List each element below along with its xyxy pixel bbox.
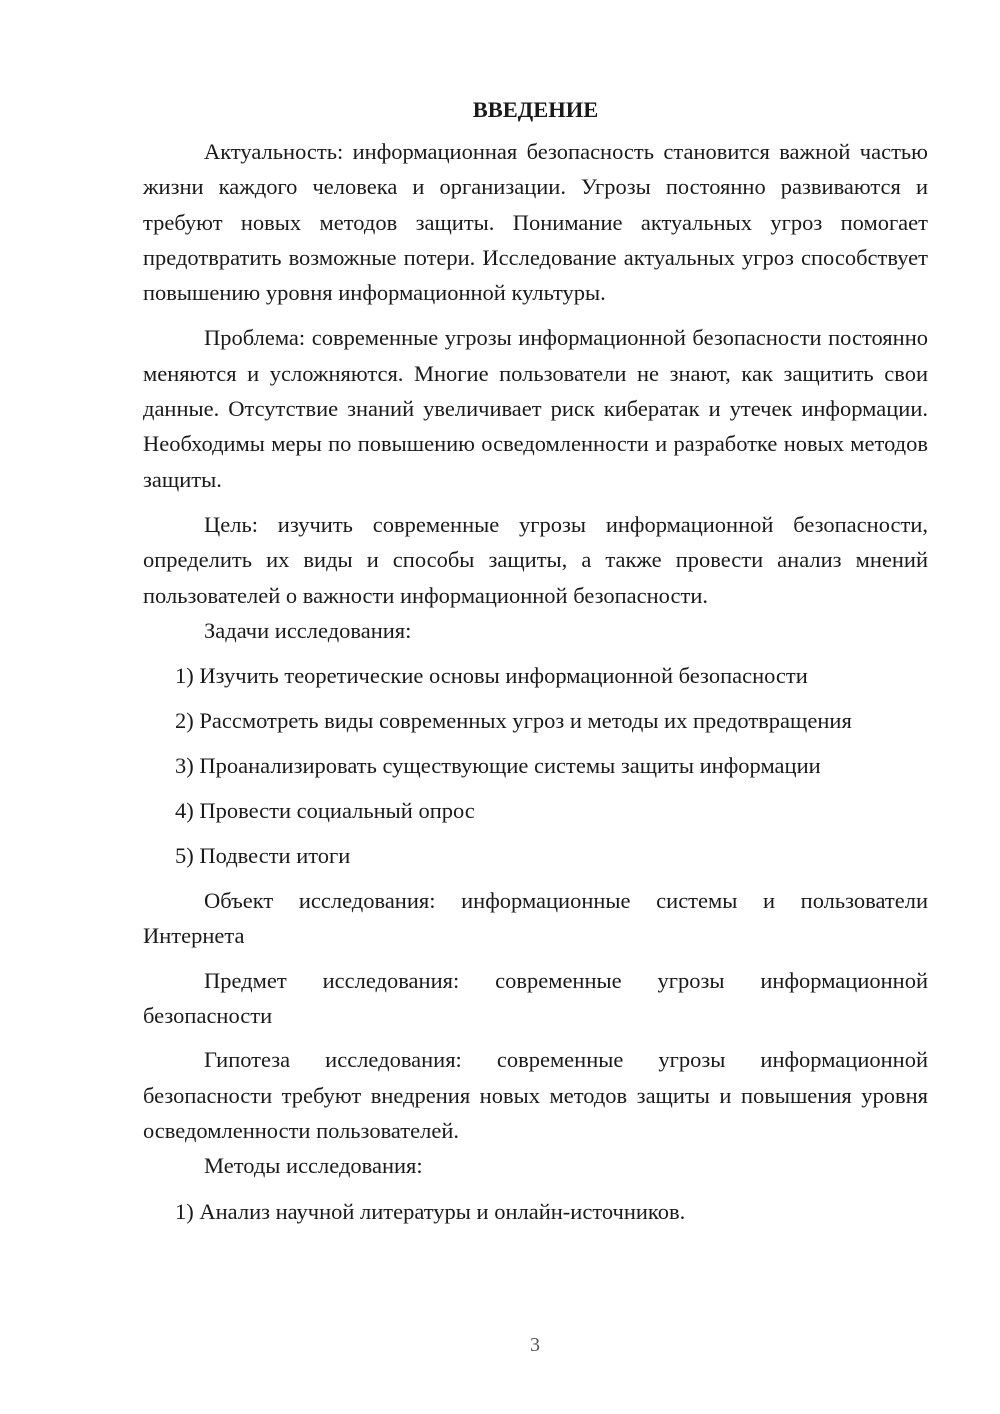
hypothesis-paragraph: Гипотеза исследования: современные угрозы информационной безопасности требуют внедрения новых методов защиты и повышения уровня осведомленности пользователей. bbox=[143, 1047, 928, 1143]
methods-list bbox=[143, 1194, 928, 1229]
problem-paragraph: Проблема: современные угрозы информационной безопасности постоянно меняются и усложняются. Многие пользователи не знают, как защитить свои данные. Отсутствие знаний увеличивает риск кибератак и утечек информации. Необходимы меры по повышению осведомленности и разработке новых методов защиты. bbox=[143, 325, 928, 492]
goal-paragraph: Цель: изучить современные угрозы информационной безопасности, определить их виды и способы защиты, а также провести анализ мнений пользователей о важности информационной безопасности. bbox=[143, 511, 928, 608]
tasks-list bbox=[143, 658, 928, 873]
section-title: ВВЕДЕНИЕ bbox=[472, 97, 599, 122]
page-body bbox=[143, 92, 928, 1229]
list-item: 2) Рассмотреть виды современных угроз и методы их предотвращения bbox=[175, 708, 852, 734]
page-number: 3 bbox=[530, 1334, 540, 1356]
relevance-paragraph: Актуальность: информационная безопасность становится важной частью жизни каждого человека и организации. Угрозы постоянно развиваются и требуют новых методов защиты. Понимание актуальных угроз помогает предотвратить возможные потери. Исследование актуальных угроз способствует повышению уровня информационной культуры. bbox=[143, 139, 928, 306]
subject-paragraph: Предмет исследования: современные угрозы информационной безопасности bbox=[143, 967, 928, 1029]
list-item: 4) Провести социальный опрос bbox=[175, 798, 475, 824]
list-item: 5) Подвести итоги bbox=[175, 843, 351, 869]
list-item: 1) Анализ научной литературы и онлайн-источников. bbox=[175, 1198, 686, 1224]
list-item: 1) Изучить теоретические основы информационной безопасности bbox=[175, 663, 808, 689]
list-item: 3) Проанализировать существующие системы защиты информации bbox=[175, 753, 821, 779]
object-paragraph: Объект исследования: информационные системы и пользователи Интернета bbox=[143, 888, 928, 949]
methods-heading: Методы исследования: bbox=[204, 1153, 423, 1179]
tasks-heading: Задачи исследования: bbox=[204, 617, 412, 643]
